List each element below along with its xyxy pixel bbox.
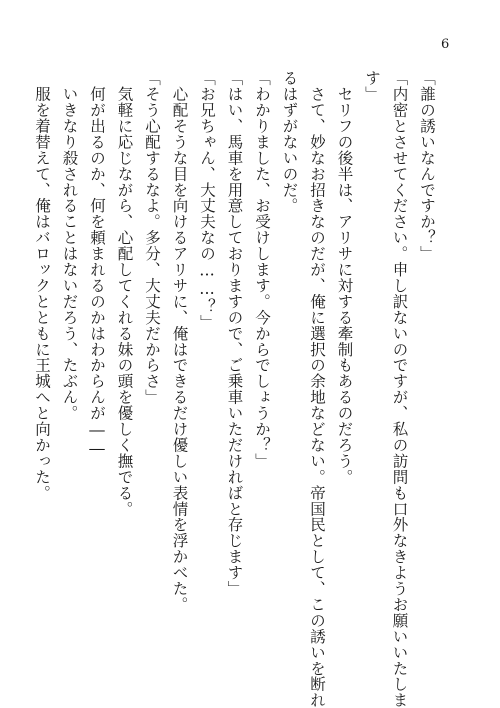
vertical-text-body [33,70,440,708]
text-line: 「内密とさせてください。申し訳ないのですが、私の訪問も口外なきようお願いいたしま [390,70,409,708]
text-line: 何が出るのか、何を頼まれるのかはわからんが―― [88,70,106,458]
text-line: 気軽に応じながら、心配してくれる妹の頭を優しく撫でる。 [115,70,134,517]
text-line: セリフの後半は、アリサに対する牽制もあるのだろう。 [335,70,354,485]
text-line: さて、妙なお招きなのだが、俺に選択の余地などない。帝国民として、この誘いを断れ [308,70,326,708]
text-line: 「はい、馬車を用意しておりますので、ご乗車いただければと存じます」 [225,70,244,597]
text-line: 「わかりました、お受けします。今からでしょうか？」 [253,70,271,469]
page-number: 6 [441,37,450,52]
text-line: 「そう心配するなよ。多分、大丈夫だからさ」 [143,70,161,405]
paragraph-gap [0,70,28,670]
text-line: 心配そうな目を向けるアリサに、俺はできるだけ優しい表情を浮かべた。 [170,70,189,613]
text-line: いきなり殺されることはないだろう、たぶん。 [60,70,79,421]
text-line: 「お兄ちゃん、大丈夫なの……？」 [198,70,216,331]
text-line: 「誰の誘いなんですか？」 [418,70,436,262]
text-line: るはずがないのだ。 [280,70,299,214]
text-line: す」 [363,70,381,102]
text-line: 服を着替えて、俺はバロックとともに王城へと向かった。 [33,70,51,501]
